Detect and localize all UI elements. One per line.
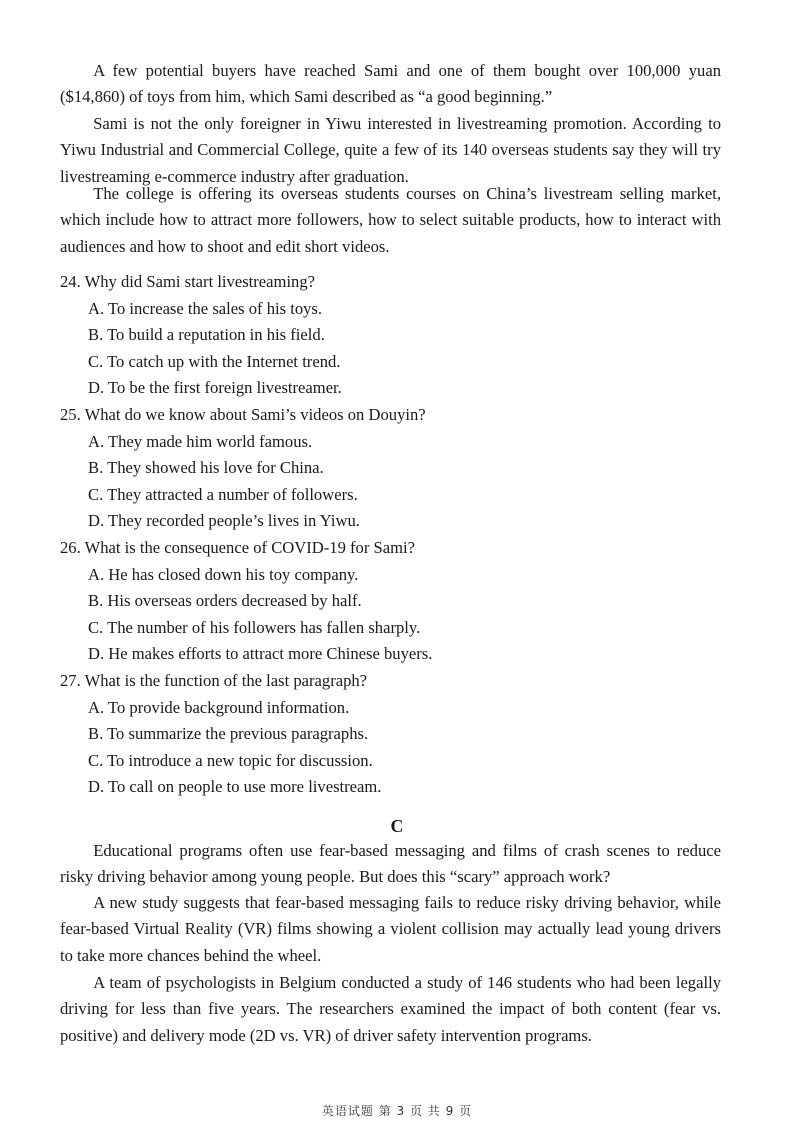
option-c: C. They attracted a number of followers. [88,484,358,504]
option-c: C. To catch up with the Internet trend. [88,351,341,371]
option-b: B. To build a reputation in his field. [88,325,325,345]
passage-b-paragraph-2: Sami is not the only foreigner in Yiwu interested in livestreaming promotion. According to Yiwu Industrial and Commercial College, quite a few of its 140 overseas students say they will try livestreaming e-commerce industry after graduation. [60,114,721,186]
passage-b-paragraph-1: A few potential buyers have reached Sami and one of them bought over 100,000 yuan ($14,860) of toys from him, which Sami described as “a good beginning.” [60,61,721,107]
question-stem: 27. What is the function of the last paragraph? [60,671,368,690]
option-c: C. The number of his followers has fallen sharply. [88,617,421,637]
option-d: D. They recorded people’s lives in Yiwu. [88,511,360,531]
option-d: D. He makes efforts to attract more Chinese buyers. [88,644,433,664]
question-27 [60,668,740,801]
question-stem: 24. Why did Sami start livestreaming? [60,272,316,291]
question-24 [60,269,740,402]
passage-b-paragraph-3: The college is offering its overseas students courses on China’s livestream selling market, which include how to attract more followers, how to select suitable products, how to interact with audiences and how to shoot and edit short videos. [60,184,721,256]
option-b: B. They showed his love for China. [88,458,324,478]
passage-c-paragraph-3: A team of psychologists in Belgium conducted a study of 146 students who had been legally driving for less than five years. The researchers examined the impact of both content (fear vs. positive) and delivery mode (2D vs. VR) of driver safety intervention programs. [60,973,721,1045]
question-25 [60,402,740,535]
option-a: A. To provide background information. [88,697,350,717]
question-26 [60,535,740,668]
page-footer: 英语试题 第 3 页 共 9 页 [321,1104,473,1118]
option-c: C. To introduce a new topic for discussion. [88,750,373,770]
question-stem: 25. What do we know about Sami’s videos on Douyin? [60,405,426,424]
passage-c-paragraph-1: Educational programs often use fear-based messaging and films of crash scenes to reduce risky driving behavior among young people. But does this “scary” approach work? [60,841,721,887]
option-a: A. To increase the sales of his toys. [88,298,323,318]
question-stem: 26. What is the consequence of COVID-19 for Sami? [60,538,415,557]
passage-c-paragraph-2: A new study suggests that fear-based messaging fails to reduce risky driving behavior, while fear-based Virtual Reality (VR) films showing a violent collision may actually lead young drivers to take more chances behind the wheel. [60,893,721,965]
option-a: A. He has closed down his toy company. [88,564,359,584]
option-d: D. To be the first foreign livestreamer. [88,378,342,398]
option-b: B. To summarize the previous paragraphs. [88,724,369,744]
option-b: B. His overseas orders decreased by half. [88,591,362,611]
option-a: A. They made him world famous. [88,431,313,451]
option-d: D. To call on people to use more livestream. [88,777,382,797]
section-c-heading: C [390,816,404,836]
